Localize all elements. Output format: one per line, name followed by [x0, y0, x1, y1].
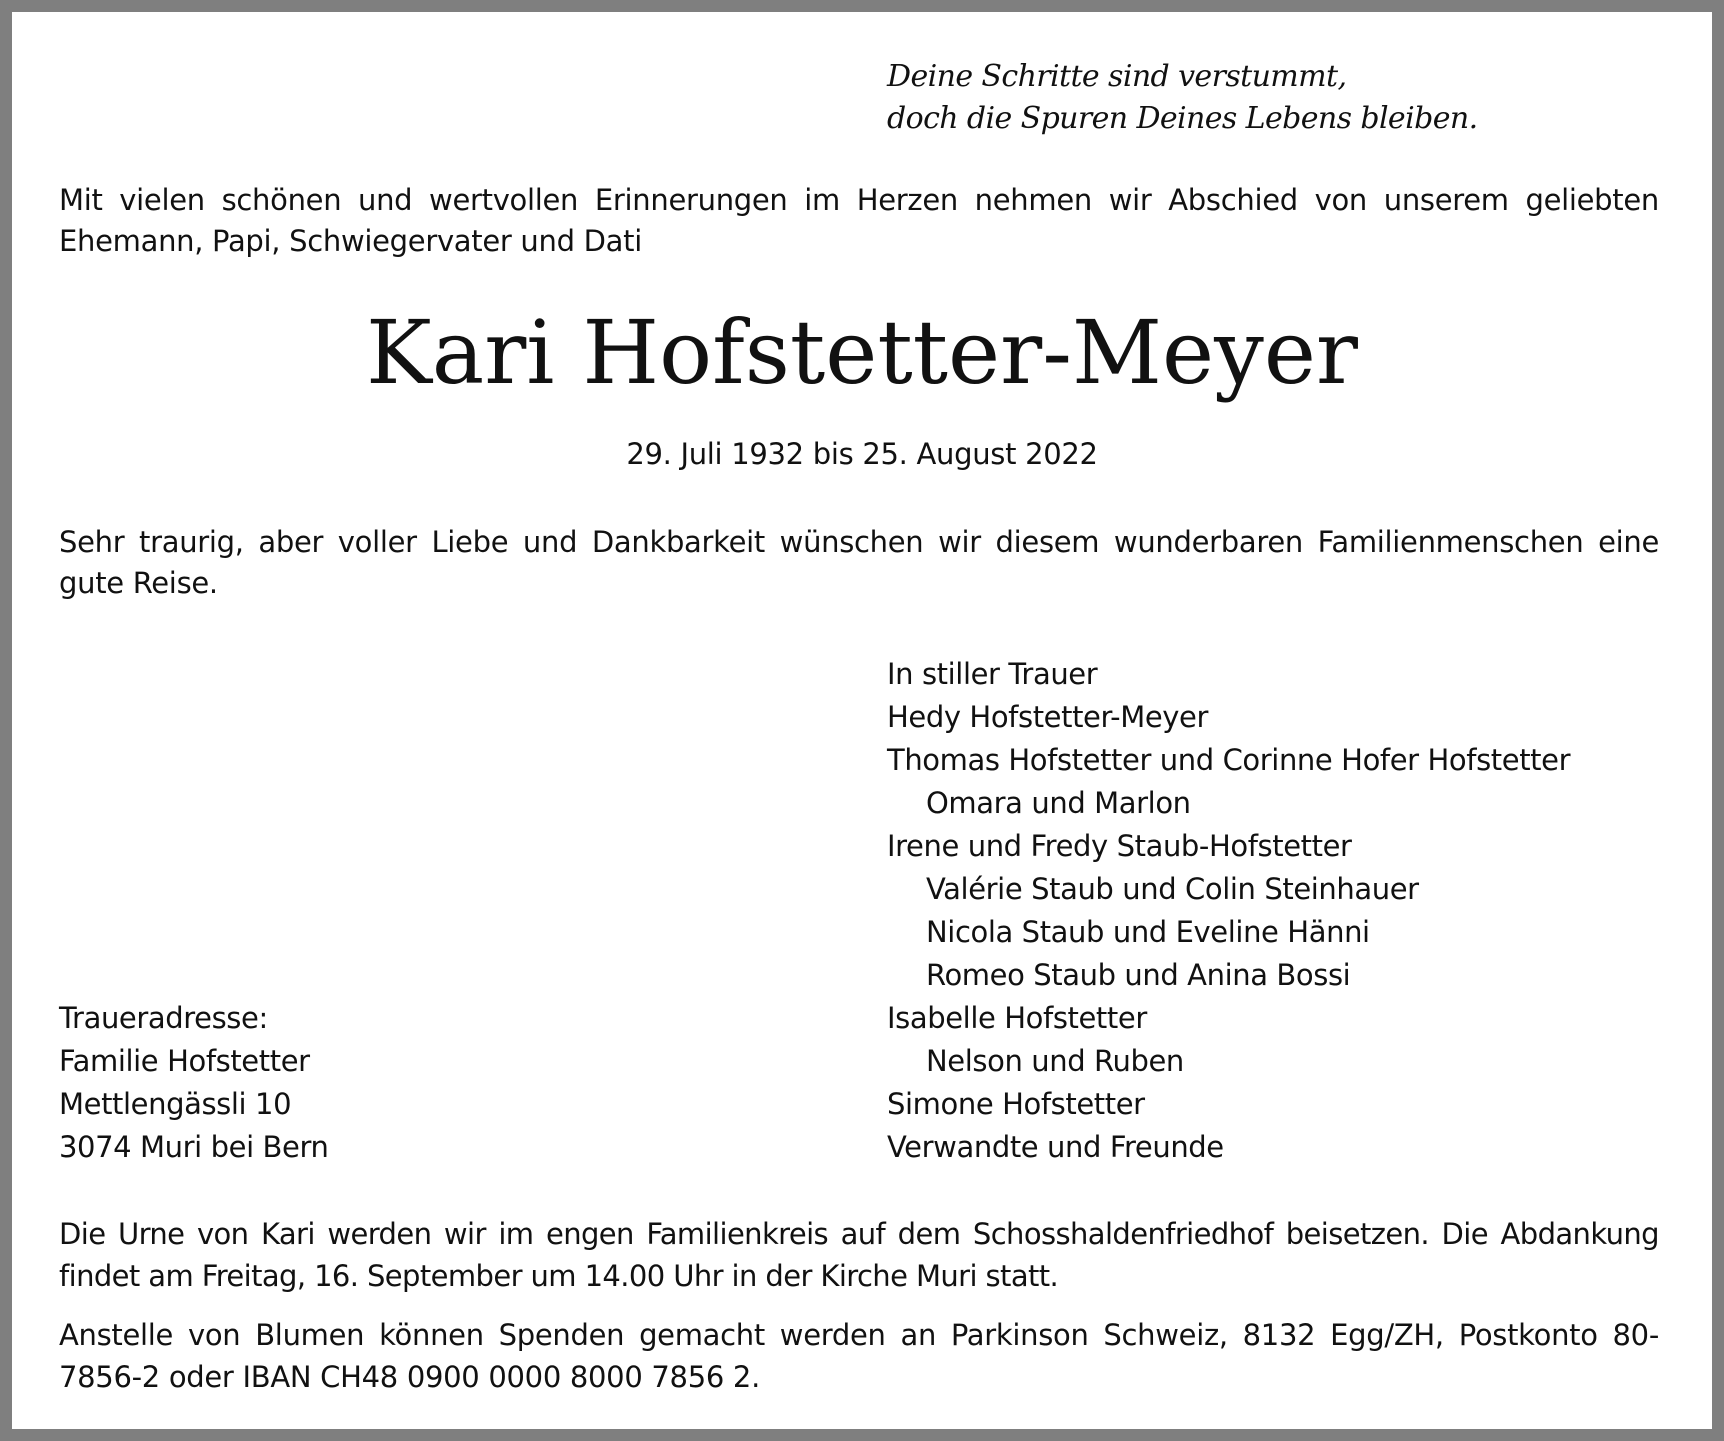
mourner-line: Simone Hofstetter	[887, 1087, 1145, 1121]
address-city: 3074 Muri bei Bern	[59, 1130, 329, 1164]
mourner-line: Hedy Hofstetter-Meyer	[887, 700, 1209, 734]
mourner-line: Irene und Fredy Staub-Hofstetter	[887, 829, 1352, 863]
address-family: Familie Hofstetter	[59, 1044, 310, 1078]
motto-verse	[887, 56, 1478, 140]
mourner-line: Verwandte und Freunde	[887, 1130, 1224, 1164]
mourner-line: Thomas Hofstetter und Corinne Hofer Hofstetter	[887, 743, 1571, 777]
mourner-line-grandchildren: Valérie Staub und Colin Steinhauer	[926, 872, 1419, 906]
mourner-line-grandchildren: Romeo Staub und Anina Bossi	[926, 958, 1351, 992]
motto-line-2: doch die Spuren Deines Lebens bleiben.	[887, 101, 1478, 136]
mourner-line-grandchildren: Nelson und Ruben	[926, 1044, 1184, 1078]
obituary-notice	[12, 12, 1712, 1429]
mourning-address	[59, 997, 328, 1169]
ceremony-paragraph: Die Urne von Kari werden wir im engen Familienkreis auf dem Schosshaldenfriedhof beisetzen. Die Abdankung findet am Freitag, 16. September um 14.00 Uhr in der Kirche Muri statt.	[59, 1217, 1659, 1293]
mourner-line-grandchildren: Nicola Staub und Eveline Hänni	[926, 915, 1370, 949]
deceased-name: Kari Hofstetter-Meyer	[366, 301, 1358, 404]
mourners-heading: In stiller Trauer	[887, 657, 1098, 691]
intro-paragraph: Mit vielen schönen und wertvollen Erinnerungen im Herzen nehmen wir Abschied von unserem geliebten Ehemann, Papi, Schwiegervater und Dati	[59, 183, 1659, 258]
address-label: Traueradresse:	[59, 1001, 268, 1035]
mourners-list	[887, 653, 1570, 1169]
motto-line-1: Deine Schritte sind verstummt,	[887, 59, 1347, 94]
farewell-paragraph: Sehr traurig, aber voller Liebe und Dankbarkeit wünschen wir diesem wunderbaren Familienmenschen eine gute Reise.	[59, 525, 1659, 600]
mourner-line-grandchildren: Omara und Marlon	[926, 786, 1191, 820]
donations-paragraph: Anstelle von Blumen können Spenden gemacht werden an Parkinson Schweiz, 8132 Egg/ZH, Postkonto 80-7856-2 oder IBAN CH48 0900 0000 8000 7856 2.	[59, 1318, 1659, 1394]
address-street: Mettlengässli 10	[59, 1087, 292, 1121]
life-dates: 29. Juli 1932 bis 25. August 2022	[626, 437, 1098, 471]
mourner-line: Isabelle Hofstetter	[887, 1001, 1147, 1035]
